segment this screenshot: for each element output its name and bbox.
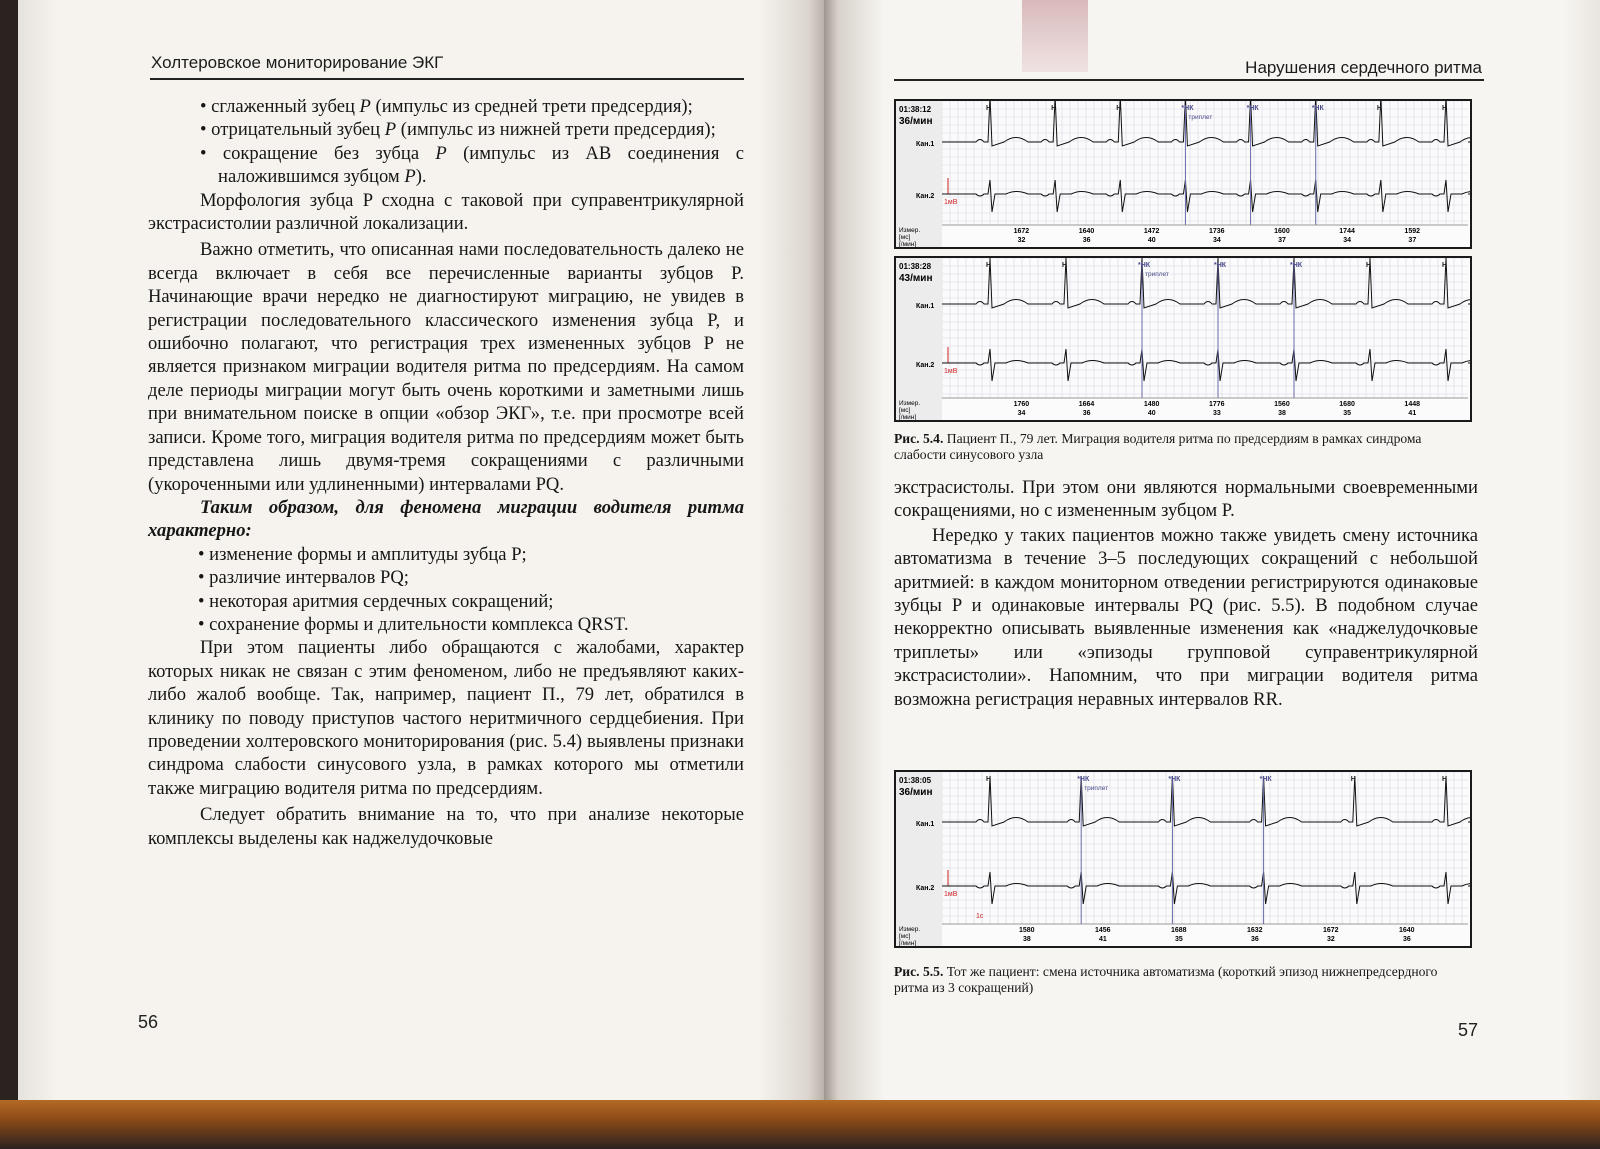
beat-marker-label: *НК [1259, 776, 1272, 783]
beat-marker-label: Н [1116, 105, 1122, 112]
paragraph: При этом пациенты либо обращаются с жалобами, характер которых никак не связан с этим феноменом, либо не предъявляют каких-либо жалоб вообще. Так, например, пациент П., 79 лет, обратился в клинику по поводу приступов частого неритмичного сердцебиения. При проведении холтеровского мониторирования (рис. 5.4) выявлены признаки синдрома слабости синусового узла, в рамках которого мы отметили также миграцию водителя ритма по предсердиям. [148, 637, 744, 799]
beat-marker-label: H [986, 262, 992, 269]
rr-rate-per-min: 32 [1327, 936, 1335, 943]
ecg-strip-3 [894, 770, 1472, 948]
ecg-trace [896, 101, 1470, 247]
rr-rate-per-min: 41 [1099, 936, 1107, 943]
legend-label: [мс] [899, 407, 911, 414]
bullet-item: • отрицательный зубец P (импульс из нижней трети предсердия); [200, 119, 716, 141]
page-number-right: 57 [1458, 1020, 1479, 1040]
book-spread [18, 0, 1600, 1130]
rr-rate-per-min: 33 [1213, 410, 1221, 417]
ecg-strip-1 [894, 99, 1472, 249]
time-scale-label: 1с [976, 913, 984, 920]
triplet-label: триплет [1145, 271, 1169, 278]
beat-marker-label: H [1366, 262, 1372, 269]
rr-rate-per-min: 35 [1343, 410, 1352, 417]
book-cover-edge [0, 1100, 1600, 1149]
rr-interval-ms: 1640 [1399, 927, 1415, 934]
rr-rate-per-min: 34 [1017, 410, 1026, 417]
channel-2-label: Кан.2 [916, 362, 935, 369]
beat-marker-label: H [1442, 105, 1448, 112]
legend-label: [/мин] [899, 241, 917, 247]
beat-marker-label: H [986, 776, 992, 783]
calibration-label: 1мВ [944, 368, 958, 375]
calibration-label: 1мВ [944, 891, 958, 898]
rr-interval-ms: 1664 [1078, 401, 1095, 408]
rr-rate-per-min: 34 [1213, 237, 1221, 244]
calibration-mark [944, 347, 948, 363]
beat-marker-label: *НК [1311, 105, 1324, 112]
strip-rate: 36/мин [899, 116, 933, 127]
paragraph-italic: Таким образом, для феномена миграции водителя ритма характерно: [148, 496, 744, 542]
beat-marker-label: *НК [1246, 105, 1259, 112]
channel-2-label: Кан.2 [916, 885, 935, 892]
rr-interval-ms: 1640 [1078, 228, 1095, 235]
right-page [824, 0, 1600, 1128]
legend-label: Измер. [899, 400, 921, 407]
legend-label: [/мин] [899, 940, 917, 946]
paragraph: Важно отметить, что описанная нами последовательность далеко не всегда включает в себя все перечисленные варианты зубцов P. Начинающие врачи нередко не диагностируют миграцию, не увидев в регистрации последовательного классического изменения зубца P, и ошибочно полагают, что регистрация трех измененных зубцов P не является признаком миграции водителя ритма по предсердиям. На самом деле периоды миграции могут быть очень короткими и заметными лишь при внимательном поиске в опции «обзор ЭКГ», т.е. при просмотре всей записи. Кроме того, миграция водителя ритма по предсердиям может быть представлена лишь двумя-тремя сокращениями с различными (укороченными или удлиненными) интервалами PQ. [148, 239, 744, 495]
header-rule [150, 78, 744, 80]
beat-marker-label: *НК [1290, 262, 1303, 269]
rr-interval-ms: 1776 [1209, 401, 1225, 408]
legend-label: Измер. [899, 227, 921, 234]
rr-interval-ms: 1580 [1019, 927, 1035, 934]
beat-marker-label: H [1350, 776, 1356, 783]
paragraph: Морфология зубца P сходна с таковой при суправентрикулярной экстрасистолии различной локализации. [148, 189, 744, 235]
left-running-head: Холтеровское мониторирование ЭКГ [151, 53, 444, 72]
rr-interval-ms: 1672 [1013, 228, 1030, 235]
rr-interval-ms: 1744 [1339, 228, 1355, 235]
beat-marker-label: H [1051, 105, 1057, 112]
strip-rate: 43/мин [899, 273, 933, 284]
beat-marker-label: *НК [1077, 776, 1090, 783]
rr-rate-per-min: 38 [1023, 936, 1031, 943]
ecg-strip-2 [894, 256, 1472, 422]
beat-marker-label: H [1062, 262, 1068, 269]
rr-rate-per-min: 38 [1278, 410, 1286, 417]
channel-2-label: Кан.2 [916, 193, 935, 200]
bullet-item: • различие интервалов PQ; [198, 567, 409, 589]
label-panel [896, 772, 942, 946]
right-body-text [894, 476, 1478, 711]
beat-marker-label: H [1376, 105, 1382, 112]
paragraph: Нередко у таких пациентов можно также увидеть смену источника автоматизма в течение 3–5 последующих сокращений с небольшой аритмией: в каждом мониторном отведении регистрируются одинаковые зубцы P и одинаковые интервалы PQ (рис. 5.5). В подобном случае некорректно описывать выявленные изменения как «наджелудочковые триплеты» или «эпизоды групповой суправентрикулярной экстрасистолии». Напомним, что при миграции водителя ритма возможна регистрация неравных интервалов RR. [894, 524, 1478, 710]
rr-rate-per-min: 40 [1147, 410, 1156, 417]
ecg-trace [896, 258, 1470, 420]
rr-interval-ms: 1688 [1171, 927, 1187, 934]
figure-caption-5-5: Рис. 5.5. Тот же пациент: смена источника автоматизма (короткий эпизод нижнепредсердного ритма из 3 сокращений) [894, 964, 1438, 995]
bookmark-tab [1022, 0, 1088, 72]
beat-marker-label: H [986, 105, 992, 112]
beat-marker-label: *НК [1138, 262, 1151, 269]
channel-1-label: Кан.1 [916, 821, 935, 828]
beat-marker-label: *НК [1181, 105, 1194, 112]
strip-time: 01:38:12 [899, 105, 932, 114]
legend-label: [/мин] [899, 414, 917, 420]
channel-1-label: Кан.1 [916, 141, 935, 148]
legend-label: [мс] [899, 234, 911, 241]
rr-rate-per-min: 41 [1408, 410, 1417, 417]
rr-interval-ms: 1592 [1404, 228, 1421, 235]
channel-1-label: Кан.1 [916, 303, 935, 310]
rr-rate-per-min: 37 [1278, 237, 1286, 244]
rr-interval-ms: 1472 [1143, 228, 1160, 235]
rr-rate-per-min: 37 [1408, 237, 1417, 244]
rr-interval-ms: 1632 [1247, 927, 1263, 934]
beat-marker-label: H [1442, 262, 1448, 269]
calibration-mark [944, 870, 948, 886]
calibration-mark [944, 178, 948, 194]
rr-rate-per-min: 35 [1175, 936, 1183, 943]
strip-time: 01:38:05 [899, 776, 932, 785]
rr-rate-per-min: 34 [1343, 237, 1352, 244]
beat-marker-label: *НК [1214, 262, 1227, 269]
rr-interval-ms: 1736 [1209, 228, 1225, 235]
rr-rate-per-min: 36 [1082, 410, 1091, 417]
bullet-item: • сохранение формы и длительности комплекса QRST. [198, 613, 629, 635]
bullet-item: • сокращение без зубца P (импульс из АВ соединения с наложившимся зубцом P). [200, 142, 744, 188]
rr-interval-ms: 1680 [1339, 401, 1355, 408]
strip-time: 01:38:28 [899, 262, 932, 271]
paragraph: Следует обратить внимание на то, что при анализе некоторые комплексы выделены как наджелудочковые [148, 804, 744, 849]
rr-rate-per-min: 36 [1403, 936, 1411, 943]
rr-interval-ms: 1480 [1143, 401, 1160, 408]
left-body-text [148, 95, 744, 850]
bullet-item: • изменение формы и амплитуды зубца P; [198, 543, 527, 565]
rr-interval-ms: 1760 [1013, 401, 1030, 408]
strip-rate: 36/мин [899, 787, 933, 798]
rr-rate-per-min: 36 [1251, 936, 1259, 943]
rr-rate-per-min: 32 [1017, 237, 1026, 244]
header-rule [894, 79, 1484, 81]
rr-interval-ms: 1456 [1095, 927, 1111, 934]
page-number-left: 56 [138, 1012, 159, 1032]
beat-marker-label: H [1442, 776, 1448, 783]
rr-interval-ms: 1672 [1323, 927, 1339, 934]
triplet-label: триплет [1188, 114, 1213, 121]
ecg-trace [896, 772, 1470, 946]
calibration-label: 1мВ [944, 199, 958, 206]
rr-interval-ms: 1600 [1274, 228, 1290, 235]
right-running-head: Нарушения сердечного ритма [1245, 58, 1482, 77]
rr-rate-per-min: 36 [1082, 237, 1091, 244]
rr-rate-per-min: 40 [1147, 237, 1156, 244]
rr-interval-ms: 1560 [1274, 401, 1290, 408]
rr-interval-ms: 1448 [1404, 401, 1421, 408]
bullet-item: • некоторая аритмия сердечных сокращений; [198, 590, 554, 612]
legend-label: Измер. [899, 926, 921, 933]
legend-label: [мс] [899, 933, 911, 940]
bullet-item: • сглаженный зубец P (импульс из средней трети предсердия); [200, 96, 693, 117]
paragraph: экстрасистолы. При этом они являются нормальными своевременными сокращениями, но с измененным зубцом P. [894, 477, 1478, 522]
left-page [18, 0, 824, 1128]
triplet-label: триплет [1084, 785, 1109, 792]
figure-caption-5-4: Рис. 5.4. Пациент П., 79 лет. Миграция водителя ритма по предсердиям в рамках синдрома слабости синусового узла [894, 431, 1422, 462]
beat-marker-label: *НК [1168, 776, 1181, 783]
